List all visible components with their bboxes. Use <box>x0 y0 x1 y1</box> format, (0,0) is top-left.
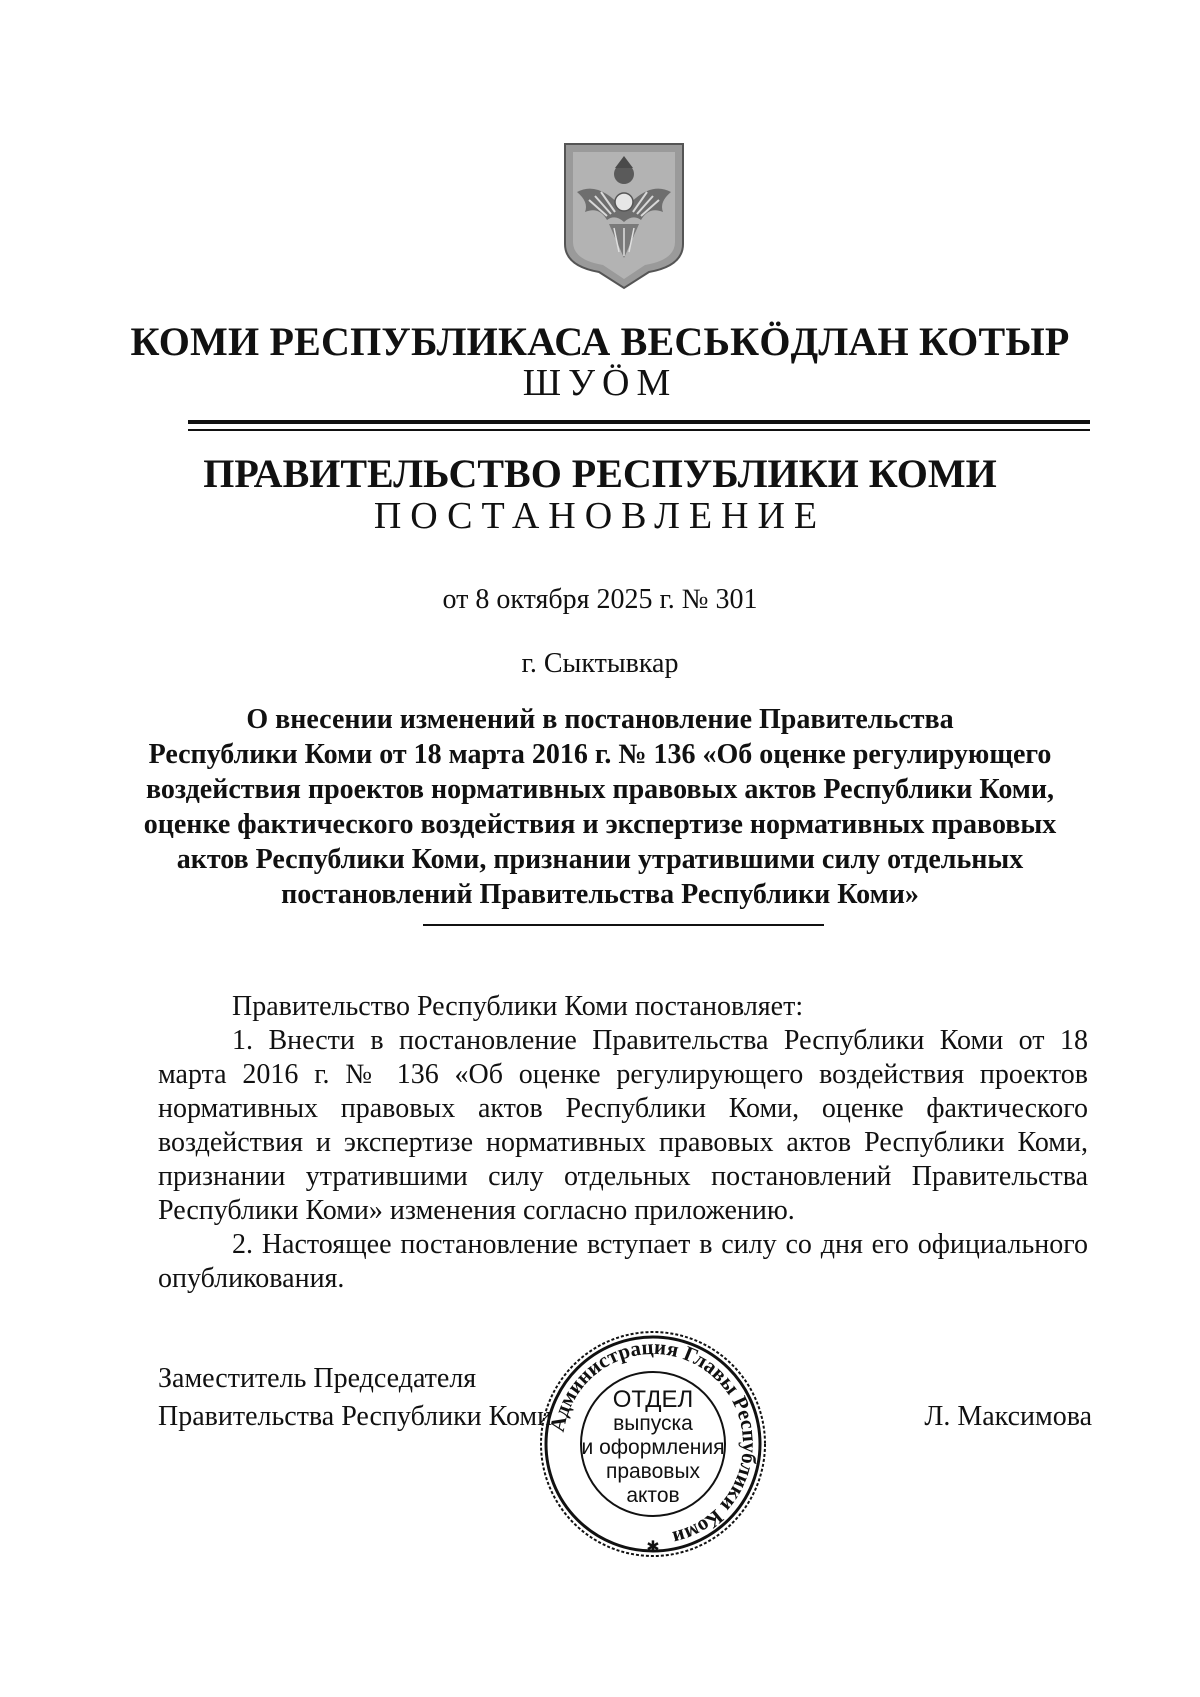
decree-title-line: постановлений Правительства Республики Коми» <box>281 879 919 910</box>
header-divider-thick <box>188 420 1090 424</box>
stamp-line: выпуска <box>613 1412 693 1435</box>
decree-title-line: воздействия проектов нормативных правовых актов Республики Коми, <box>145 774 1055 805</box>
body-intro: Правительство Республики Коми постановляет: <box>232 991 804 1022</box>
signer-position-line: Правительства Республики Коми <box>158 1401 553 1432</box>
stamp-line: ОТДЕЛ <box>612 1386 694 1413</box>
decree-title-line: Республики Коми от 18 марта 2016 г. № 136 «Об оценке регулирующего <box>148 739 1052 770</box>
stamp-line: актов <box>626 1484 680 1507</box>
decree-title-line: оценке фактического воздействия и экспертизе нормативных правовых <box>143 809 1057 840</box>
coat-of-arms-emblem <box>559 140 689 290</box>
komi-authority-title: КОМИ РЕСПУБЛИКАСА ВЕСЬКӦДЛАН КОТЫР <box>130 319 1070 364</box>
signer-position <box>158 1360 552 1436</box>
official-stamp <box>537 1328 769 1560</box>
decree-city: г. Сыктывкар <box>521 648 679 679</box>
title-underline <box>423 924 824 926</box>
body-item-2: 2. Настоящее постановление вступает в силу со дня его официального опубликования. <box>158 1229 1088 1294</box>
header-divider-thin <box>188 429 1090 431</box>
decree-body <box>158 990 1088 1296</box>
decree-title <box>0 702 1200 912</box>
body-item-1: 1. Внести в постановление Правительства Республики Коми от 18 марта 2016 г. № 136 «Об оценке регулирующего воздействия проектов нормативных правовых актов Республики Коми, оценке фактического воздействия и экспертизе нормативных правовых актов Республики Коми, признании утратившими силу отдельных постановлений Правительства Республики Коми» изменения согласно приложению. <box>158 1025 1088 1226</box>
decree-date-number: от 8 октября 2025 г. № 301 <box>442 584 758 615</box>
signer-name: Л. Максимова <box>924 1401 1092 1432</box>
document-type: ПОСТАНОВЛЕНИЕ <box>373 495 827 537</box>
signer-position-line: Заместитель Председателя <box>158 1363 477 1394</box>
komi-document-type: ШУӦМ <box>522 362 678 404</box>
decree-title-line: актов Республики Коми, признании утратившими силу отдельных <box>176 844 1024 875</box>
decree-title-line: О внесении изменений в постановление Правительства <box>246 704 954 735</box>
government-title: ПРАВИТЕЛЬСТВО РЕСПУБЛИКИ КОМИ <box>203 451 997 496</box>
stamp-line: и оформления <box>581 1436 725 1459</box>
stamp-ring-text-path: Администрация Главы Республики Коми <box>544 1334 763 1551</box>
stamp-star: ✱ <box>646 1539 660 1556</box>
stamp-line: правовых <box>605 1460 701 1483</box>
